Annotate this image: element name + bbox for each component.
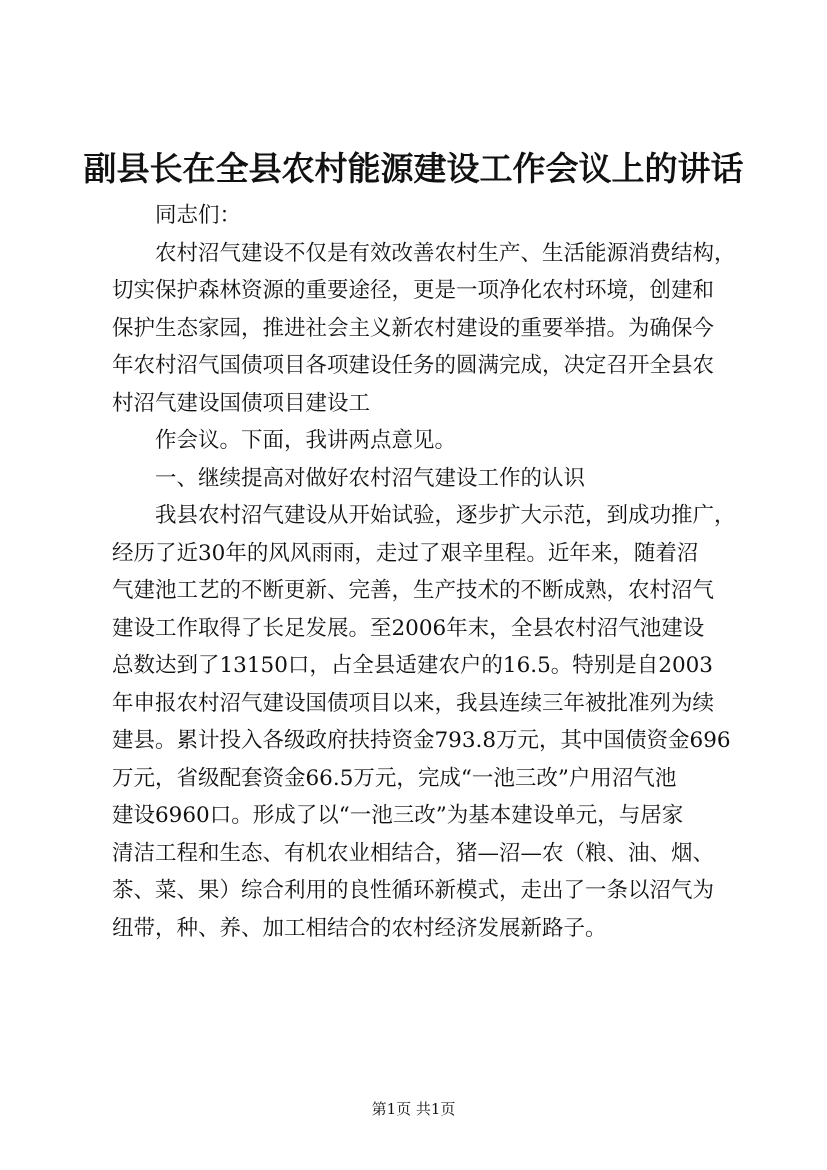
body-line: 气建池工艺的不断更新、完善，生产技术的不断成熟，农村沼气 [112,578,715,603]
section-heading: 一、继续提高对做好农村沼气建设工作的认识 [155,465,586,491]
body-line: 建设6960口。形成了以“一池三改”为基本建设单元，与居家 [112,803,684,828]
body-line: 茶、菜、果）综合利用的良性循环新模式，走出了一条以沼气为 [112,878,715,903]
body-line: 切实保护森林资源的重要途径，更是一项净化农村环境，创建和 [112,278,715,303]
body-line: 年申报农村沼气建设国债项目以来，我县连续三年被批准列为续 [112,690,715,716]
body-line: 年农村沼气国债项目各项建设任务的圆满完成，决定召开全县农 [112,353,715,378]
body-line: 建县。累计投入各级政府扶持资金793.8万元，其中国债资金696 [112,728,731,753]
body-line: 农村沼气建设不仅是有效改善农村生产、生活能源消费结构， [155,240,736,266]
body-line: 万元，省级配套资金66.5万元，完成“一池三改”户用沼气池 [112,765,677,791]
body-line: 建设工作取得了长足发展。至2006年末，全县农村沼气池建设 [112,615,705,641]
body-line: 总数达到了13150口，占全县适建农户的16.5。特别是自2003 [112,653,713,678]
body-line: 清洁工程和生态、有机农业相结合，猪—沼—农（粮、油、烟、 [112,840,715,866]
body-line: 经历了近30年的风风雨雨，走过了艰辛里程。近年来，随着沼 [112,540,699,566]
body-line: 我县农村沼气建设从开始试验，逐步扩大示范，到成功推广， [155,503,736,528]
body-line: 纽带，种、养、加工相结合的农村经济发展新路子。 [112,915,607,941]
document-title: 副县长在全县农村能源建设工作会议上的讲话 [83,149,744,188]
body-line: 作会议。下面，我讲两点意见。 [155,428,457,453]
document-body [112,197,737,947]
body-line: 保护生态家园，推进社会主义新农村建设的重要举措。为确保今 [112,315,715,341]
body-line: 村沼气建设国债项目建设工 [112,390,371,416]
salutation-line: 同志们： [155,203,242,228]
page-footer: 第1页 共1页 [371,1100,456,1118]
